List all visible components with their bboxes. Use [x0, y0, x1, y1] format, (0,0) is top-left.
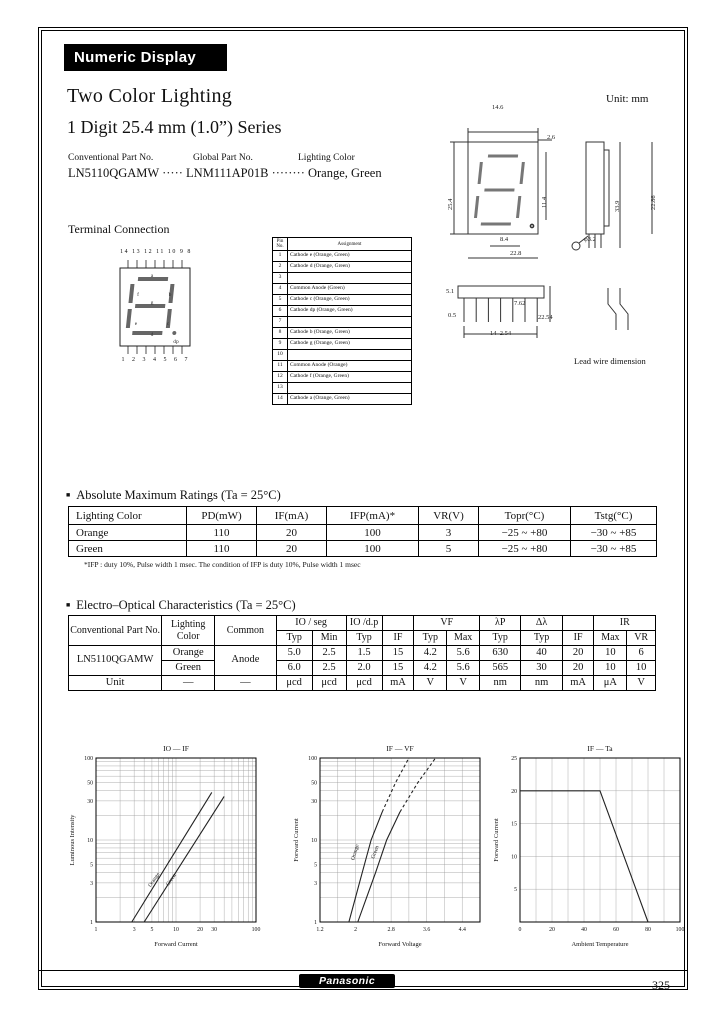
- abs-max-color: Orange: [69, 525, 187, 541]
- eo-value-cell: 6: [627, 646, 656, 661]
- svg-text:Forward Current: Forward Current: [493, 818, 500, 862]
- eo-color-cell: Green: [162, 661, 215, 676]
- brand-logo-text: Panasonic: [318, 975, 376, 987]
- dimension-label: 0.5: [448, 312, 457, 319]
- svg-text:1: 1: [90, 920, 93, 926]
- lead-wire-note: Lead wire dimension: [574, 356, 646, 366]
- dimension-label: 2.6: [547, 134, 556, 141]
- eo-header-lambda: λP: [480, 616, 521, 631]
- abs-max-value: 100: [327, 541, 419, 557]
- abs-max-value: −30 ~ +85: [571, 541, 657, 557]
- dimension-label: 14.6: [492, 104, 504, 111]
- svg-text:Forward Voltage: Forward Voltage: [378, 941, 422, 948]
- section-marker-icon: ■: [66, 491, 71, 499]
- category-banner: [64, 44, 227, 71]
- svg-text:2.8: 2.8: [387, 927, 395, 933]
- pin-number: 12: [273, 372, 288, 383]
- eo-subheader: VR: [627, 631, 656, 646]
- abs-max-footnote: *IFP : duty 10%, Pulse width 1 msec. The condition of IFP is duty 10%, Pulse width 1 msec: [84, 560, 361, 569]
- svg-text:30: 30: [211, 927, 218, 933]
- pin-table-header-no: Pin No.: [273, 238, 288, 251]
- eo-value-cell: 15: [382, 646, 414, 661]
- category-banner-label: Numeric Display: [74, 49, 197, 66]
- svg-text:3: 3: [314, 880, 317, 887]
- pin-assignment: Common Anode (Green): [288, 284, 412, 295]
- label-conventional-part-no: Conventional Part No.: [68, 153, 154, 163]
- chart-io-if: [66, 740, 271, 962]
- pin-assignment: Cathode c (Orange, Green): [288, 295, 412, 306]
- eo-title-text: Electro–Optical Characteristics (Ta = 25°C): [76, 598, 296, 612]
- eo-value-cell: 5.6: [447, 646, 480, 661]
- pin-row: [273, 317, 412, 328]
- chart-if-ta: [490, 740, 695, 962]
- abs-max-value: −25 ~ +80: [479, 541, 571, 557]
- pin-assignment: [288, 273, 412, 284]
- svg-text:3: 3: [90, 880, 93, 887]
- pin-number: 11: [273, 361, 288, 372]
- eo-value-cell: 10: [594, 646, 627, 661]
- svg-text:15: 15: [511, 821, 517, 828]
- abs-max-value: −25 ~ +80: [479, 525, 571, 541]
- eo-header-color: Lighting Color: [162, 616, 215, 646]
- svg-text:100: 100: [84, 756, 93, 762]
- pin-assignment-table: [272, 237, 412, 405]
- pin-number: 2: [273, 262, 288, 273]
- eo-unit-cell: μcd: [312, 676, 346, 691]
- pin-assignment: Cathode g (Orange, Green): [288, 339, 412, 350]
- eo-unit-cell: V: [414, 676, 447, 691]
- eo-subheader: Typ: [276, 631, 312, 646]
- svg-text:0: 0: [518, 927, 522, 933]
- abs-max-header: PD(mW): [187, 507, 257, 525]
- abs-max-body: [69, 525, 657, 557]
- eo-unit-cell: —: [215, 676, 276, 691]
- abs-max-header: IFP(mA)*: [327, 507, 419, 525]
- svg-text:1: 1: [94, 927, 98, 933]
- svg-text:50: 50: [311, 780, 317, 787]
- svg-text:g: g: [150, 300, 154, 306]
- eo-unit-cell: μcd: [276, 676, 312, 691]
- pin-row: [273, 251, 412, 262]
- abs-max-header: IF(mA): [257, 507, 327, 525]
- eo-unit-cell: nm: [480, 676, 521, 691]
- chart-canvas: [290, 740, 490, 952]
- svg-text:50: 50: [87, 780, 93, 787]
- pin-assignment: Cathode b (Orange, Green): [288, 328, 412, 339]
- eo-unit-cell: μA: [594, 676, 627, 691]
- pin-assignment: Cathode f (Orange, Green): [288, 372, 412, 383]
- eo-common-cell: Anode: [215, 646, 276, 676]
- svg-text:100: 100: [675, 927, 685, 933]
- eo-subheader: IF: [382, 631, 414, 646]
- pin-row: [273, 328, 412, 339]
- eo-unit-cell: μcd: [346, 676, 382, 691]
- dimension-label: 22.86: [650, 195, 657, 210]
- page-title: Two Color Lighting: [67, 85, 233, 107]
- eo-row: [69, 646, 656, 661]
- pin-number: 14: [273, 394, 288, 405]
- eo-subheader: Typ: [480, 631, 521, 646]
- dimension-label: 8.4: [500, 236, 509, 243]
- seven-segment-diagram: [118, 259, 194, 355]
- pin-row: [273, 306, 412, 317]
- eo-subheader: Min: [312, 631, 346, 646]
- eo-part-cell: LN5110QGAMW: [69, 646, 162, 676]
- pin-number: 9: [273, 339, 288, 350]
- pin-assignment: [288, 383, 412, 394]
- eo-header-vf: VF: [414, 616, 480, 631]
- dimension-label: 22.54: [538, 314, 553, 321]
- pin-assignment: Cathode d (Orange, Green): [288, 262, 412, 273]
- svg-text:dp: dp: [173, 339, 179, 345]
- pin-row: [273, 361, 412, 372]
- eo-unit-cell: V: [627, 676, 656, 691]
- pin-row: [273, 372, 412, 383]
- eo-value-cell: 4.2: [414, 646, 447, 661]
- eo-subheader: Max: [447, 631, 480, 646]
- svg-text:60: 60: [613, 927, 619, 933]
- svg-text:5: 5: [514, 887, 517, 894]
- eo-subheader: Typ: [414, 631, 447, 646]
- svg-text:5: 5: [150, 927, 154, 933]
- dimension-label: φ3.2: [584, 236, 596, 243]
- dimension-label: 22.8: [510, 250, 522, 257]
- abs-max-color: Green: [69, 541, 187, 557]
- svg-text:Forward Current: Forward Current: [293, 818, 300, 862]
- pin-number: 3: [273, 273, 288, 284]
- svg-text:e: e: [134, 321, 138, 327]
- dimension-label: 14–2.54: [490, 330, 512, 337]
- svg-text:30: 30: [87, 798, 93, 805]
- abs-max-title-text: Absolute Maximum Ratings (Ta = 25°C): [76, 488, 281, 502]
- eo-value-cell: 10: [627, 661, 656, 676]
- pin-table-header-assignment: Assignment: [288, 238, 412, 251]
- abs-max-value: −30 ~ +85: [571, 525, 657, 541]
- svg-text:f: f: [137, 292, 139, 298]
- svg-text:2: 2: [354, 927, 358, 933]
- dimension-label: 25.4: [447, 198, 454, 210]
- pin-row: [273, 350, 412, 361]
- eo-value-cell: 20: [562, 661, 594, 676]
- eo-value-cell: 2.5: [312, 646, 346, 661]
- eo-value-cell: 2.5: [312, 661, 346, 676]
- eo-unit-label: Unit: [69, 676, 162, 691]
- brand-logo: [299, 974, 395, 988]
- pin-row: [273, 394, 412, 405]
- svg-text:b: b: [168, 292, 172, 298]
- pin-number: 6: [273, 306, 288, 317]
- eo-subheader: Typ: [521, 631, 562, 646]
- chart-canvas: [490, 740, 690, 952]
- svg-text:10: 10: [87, 838, 93, 844]
- svg-text:5: 5: [90, 862, 93, 869]
- svg-text:40: 40: [581, 927, 587, 933]
- svg-text:c: c: [166, 321, 170, 327]
- pin-row: [273, 262, 412, 273]
- abs-max-header: VR(V): [419, 507, 479, 525]
- mechanical-drawing: [438, 96, 698, 372]
- svg-text:a: a: [150, 273, 154, 279]
- chart-canvas: [66, 740, 266, 952]
- abs-max-value: 20: [257, 525, 327, 541]
- pin-numbers-bottom: 1 2 3 4 5 6 7: [121, 357, 191, 363]
- svg-text:Luminous Intensity: Luminous Intensity: [69, 814, 76, 866]
- abs-max-header: Lighting Color: [69, 507, 187, 525]
- svg-text:Green: Green: [165, 872, 178, 888]
- abs-max-header-row: [69, 507, 657, 525]
- abs-max-value: 3: [419, 525, 479, 541]
- svg-text:20: 20: [197, 927, 203, 933]
- svg-text:20: 20: [549, 927, 555, 933]
- dimension-label: 11.4: [541, 196, 548, 208]
- eo-header-io-dp: IO /d.p: [346, 616, 382, 631]
- pin-number: 5: [273, 295, 288, 306]
- abs-max-header: Tstg(°C): [571, 507, 657, 525]
- eo-header-io-seg: IO / seg: [276, 616, 346, 631]
- page-subtitle: 1 Digit 25.4 mm (1.0”) Series: [67, 117, 282, 137]
- eo-value-cell: 565: [480, 661, 521, 676]
- eo-value-cell: 630: [480, 646, 521, 661]
- pin-numbers-top: 14 13 12 11 10 9 8: [120, 249, 192, 255]
- abs-max-row: [69, 541, 657, 557]
- abs-max-value: 5: [419, 541, 479, 557]
- eo-header-blank: [382, 616, 414, 631]
- section-marker-icon: ■: [66, 601, 71, 609]
- eo-unit-cell: mA: [382, 676, 414, 691]
- svg-text:3.6: 3.6: [423, 927, 431, 933]
- eo-value-cell: 2.0: [346, 661, 382, 676]
- pin-assignment: Cathode e (Orange, Green): [288, 251, 412, 262]
- pin-assignment: Cathode a (Orange, Green): [288, 394, 412, 405]
- pin-assignment: [288, 317, 412, 328]
- pin-table-header-row: [273, 238, 412, 251]
- eo-header-common: Common: [215, 616, 276, 646]
- label-global-part-no: Global Part No.: [193, 153, 253, 163]
- svg-text:Forward Current: Forward Current: [154, 941, 198, 948]
- eo-unit-cell: —: [162, 676, 215, 691]
- abs-max-value: 100: [327, 525, 419, 541]
- svg-text:Green: Green: [370, 845, 381, 860]
- eo-value-cell: 20: [562, 646, 594, 661]
- svg-text:Ambient Temperature: Ambient Temperature: [571, 941, 629, 948]
- svg-text:30: 30: [311, 798, 317, 805]
- abs-max-table: [68, 506, 657, 557]
- svg-text:20: 20: [511, 788, 517, 795]
- page-number: 325: [652, 978, 670, 992]
- dimension-label: 33.9: [614, 200, 621, 212]
- pin-number: 10: [273, 350, 288, 361]
- svg-text:Orange: Orange: [350, 843, 361, 862]
- pin-assignment: Common Anode (Orange): [288, 361, 412, 372]
- pin-assignment: [288, 350, 412, 361]
- pin-number: 7: [273, 317, 288, 328]
- eo-header-ir: IR: [594, 616, 656, 631]
- svg-text:Orange: Orange: [147, 871, 162, 889]
- pin-table-body: [273, 251, 412, 405]
- eo-subheader: Typ: [346, 631, 382, 646]
- eo-header-part: Conventional Part No.: [69, 616, 162, 646]
- svg-text:10: 10: [173, 927, 179, 933]
- part-number-line: LN5110QGAMW ····· LNM111AP01B ········ Orange, Green: [68, 166, 382, 180]
- abs-max-row: [69, 525, 657, 541]
- eo-value-cell: 6.0: [276, 661, 312, 676]
- label-lighting-color: Lighting Color: [298, 153, 355, 163]
- pin-row: [273, 339, 412, 350]
- svg-text:100: 100: [308, 756, 317, 762]
- svg-text:d: d: [150, 332, 154, 338]
- footer-divider: [38, 970, 688, 971]
- eo-color-cell: Orange: [162, 646, 215, 661]
- abs-max-value: 110: [187, 541, 257, 557]
- pin-row: [273, 383, 412, 394]
- pin-number: 1: [273, 251, 288, 262]
- abs-max-value: 110: [187, 525, 257, 541]
- svg-text:4.4: 4.4: [458, 927, 466, 933]
- eo-subheader: Max: [594, 631, 627, 646]
- pin-assignment: Cathode dp (Orange, Green): [288, 306, 412, 317]
- eo-section-title: [66, 598, 296, 613]
- abs-max-value: 20: [257, 541, 327, 557]
- terminal-connection-title: Terminal Connection: [68, 222, 170, 236]
- eo-value-cell: 1.5: [346, 646, 382, 661]
- abs-max-header: Topr(°C): [479, 507, 571, 525]
- svg-text:IO — IF: IO — IF: [163, 744, 189, 753]
- pin-row: [273, 295, 412, 306]
- eo-header-delta-lambda: Δλ: [521, 616, 562, 631]
- eo-value-cell: 15: [382, 661, 414, 676]
- eo-value-cell: 10: [594, 661, 627, 676]
- dimension-label: 5.1: [446, 288, 455, 295]
- svg-text:5: 5: [314, 862, 317, 869]
- svg-text:100: 100: [251, 927, 261, 933]
- pin-row: [273, 273, 412, 284]
- eo-value-cell: 5.6: [447, 661, 480, 676]
- svg-text:IF — Ta: IF — Ta: [587, 744, 613, 753]
- svg-text:1: 1: [314, 920, 317, 926]
- eo-unit-cell: V: [447, 676, 480, 691]
- svg-text:10: 10: [311, 838, 317, 844]
- pin-number: 8: [273, 328, 288, 339]
- chart-if-vf: [290, 740, 495, 962]
- abs-max-section-title: [66, 488, 281, 503]
- eo-header-row-1: [69, 616, 656, 631]
- eo-subheader: IF: [562, 631, 594, 646]
- svg-text:IF — VF: IF — VF: [386, 744, 414, 753]
- unit-note: Unit: mm: [606, 93, 649, 105]
- svg-text:1.2: 1.2: [316, 927, 324, 933]
- eo-header-blank: [562, 616, 594, 631]
- eo-value-cell: 40: [521, 646, 562, 661]
- svg-text:25: 25: [511, 756, 517, 762]
- eo-unit-cell: nm: [521, 676, 562, 691]
- svg-text:3: 3: [132, 927, 136, 933]
- eo-value-cell: 30: [521, 661, 562, 676]
- pin-row: [273, 284, 412, 295]
- pin-number: 13: [273, 383, 288, 394]
- eo-unit-row: [69, 676, 656, 691]
- eo-value-cell: 5.0: [276, 646, 312, 661]
- svg-text:80: 80: [645, 927, 651, 933]
- svg-text:10: 10: [511, 854, 517, 861]
- eo-body: [69, 646, 656, 691]
- eo-table: [68, 615, 656, 691]
- pin-number: 4: [273, 284, 288, 295]
- eo-value-cell: 4.2: [414, 661, 447, 676]
- eo-unit-cell: mA: [562, 676, 594, 691]
- dimension-label: 7.62: [514, 300, 526, 307]
